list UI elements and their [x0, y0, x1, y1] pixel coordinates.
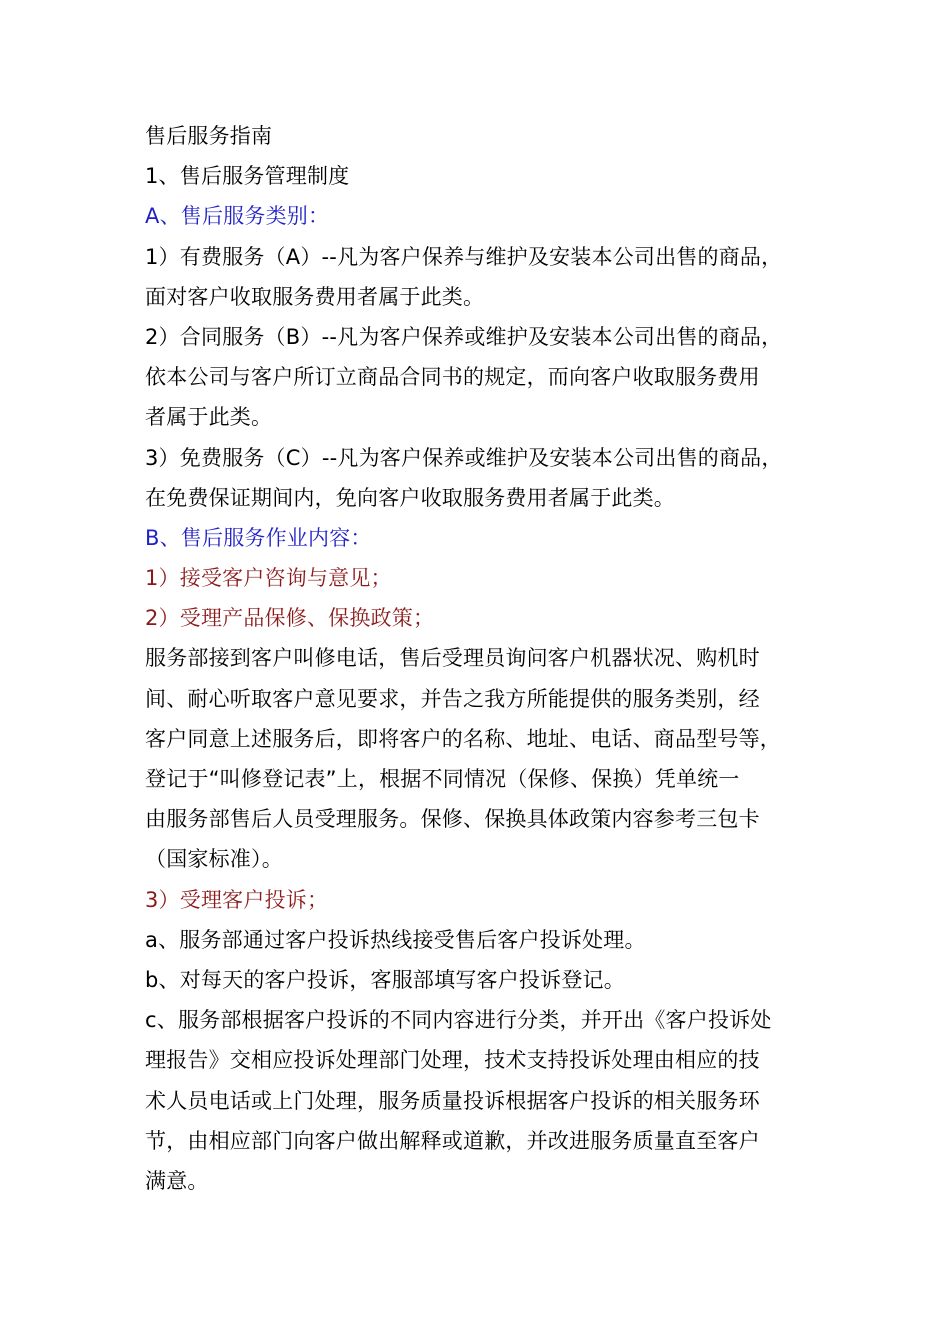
paragraph-b2-line-2: 间、耐心听取客户意见要求，并告之我方所能提供的服务类别，经: [145, 686, 760, 711]
item-a3-line-1: 3）免费服务（C）--凡为客户保养或维护及安装本公司出售的商品，: [145, 445, 783, 470]
paragraph-b2-line-1: 服务部接到客户叫修电话，售后受理员询问客户机器状况、购机时: [145, 646, 760, 671]
heading-b-service-content: B、售后服务作业内容：: [145, 525, 372, 550]
point-c-line-5: 满意。: [145, 1168, 209, 1193]
point-a-hotline: a、服务部通过客户投诉热线接受售后客户投诉处理。: [145, 927, 646, 952]
item-a1-line-1: 1）有费服务（A）--凡为客户保养与维护及安装本公司出售的商品，: [145, 244, 783, 269]
item-a1-line-2: 面对客户收取服务费用者属于此类。: [145, 284, 485, 309]
point-c-classification: [145, 1000, 825, 1201]
point-c-line-1: c、服务部根据客户投诉的不同内容进行分类，并开出《客户投诉处: [145, 1008, 772, 1033]
item-a1-paid-service: [145, 237, 825, 317]
paragraph-b2-line-6: （国家标准）。: [145, 847, 283, 872]
point-c-line-4: 节，由相应部门向客户做出解释或道歉，并改进服务质量直至客户: [145, 1128, 760, 1153]
point-b-registration: b、对每天的客户投诉，客服部填写客户投诉登记。: [145, 967, 625, 992]
item-b2-warranty-policy: 2）受理产品保修、保换政策；: [145, 606, 435, 631]
item-a2-line-3: 者属于此类。: [145, 405, 273, 430]
document-title: 售后服务指南: [145, 124, 273, 148]
item-b1-consultation: 1）接受客户咨询与意见；: [145, 566, 392, 591]
item-a2-line-1: 2）合同服务（B）--凡为客户保养或维护及安装本公司出售的商品，: [145, 324, 783, 349]
heading-a-service-types: A、售后服务类别：: [145, 204, 330, 229]
item-a2-contract-service: [145, 317, 825, 438]
paragraph-b2-line-4: 登记于“叫修登记表”上，根据不同情况（保修、保换）凭单统一: [145, 767, 740, 791]
item-a3-line-2: 在免费保证期间内，免向客户收取服务费用者属于此类。: [145, 485, 675, 510]
section-heading-1: 1、售后服务管理制度: [145, 164, 350, 189]
point-c-line-3: 术人员电话或上门处理，服务质量投诉根据客户投诉的相关服务环: [145, 1088, 760, 1113]
paragraph-b2-line-5: 由服务部售后人员受理服务。保修、保换具体政策内容参考三包卡: [145, 807, 760, 832]
item-a3-free-service: [145, 438, 825, 518]
point-c-line-2: 理报告》交相应投诉处理部门处理，技术支持投诉处理由相应的技: [145, 1048, 760, 1073]
item-b3-complaints: 3）受理客户投诉；: [145, 887, 329, 912]
document-body: [145, 116, 825, 1201]
paragraph-b2-line-3: 客户同意上述服务后，即将客户的名称、地址、电话、商品型号等，: [145, 726, 781, 751]
paragraph-b2-details: [145, 638, 825, 879]
item-a2-line-2: 依本公司与客户所订立商品合同书的规定，而向客户收取服务费用: [145, 365, 760, 390]
